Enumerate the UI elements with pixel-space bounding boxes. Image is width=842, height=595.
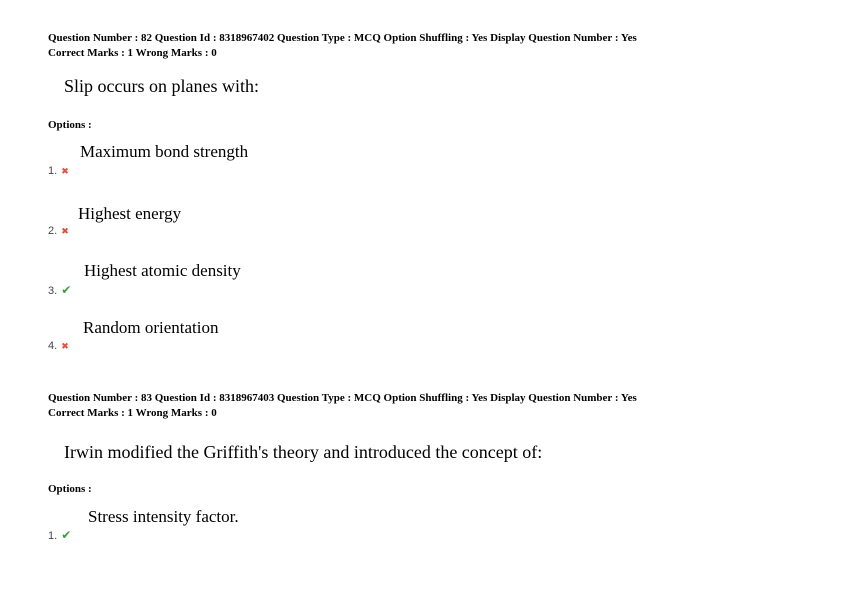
wrong-mark-icon: ✖ [61,166,69,176]
option-number: 3. [48,285,58,297]
option-3-number [48,284,71,297]
option-1-number [48,165,69,177]
question-meta-line: Question Number : 82 Question Id : 8318967402 Question Type : MCQ Option Shuffling : Yes Display Question Number : Yes [48,32,637,44]
question-82-meta [48,31,637,61]
option-4-number [48,340,69,352]
option-number: 2. [48,225,58,237]
marks-meta-line: Correct Marks : 1 Wrong Marks : 0 [48,407,217,419]
wrong-mark-icon: ✖ [61,341,69,351]
wrong-mark-icon: ✖ [61,226,69,236]
option-1-text: Maximum bond strength [80,142,249,161]
options-label: Options : [48,483,92,495]
question-83-meta [48,391,637,421]
correct-check-icon: ✔ [61,283,72,297]
question-83-text: Irwin modified the Griffith's theory and introduced the concept of: [64,442,543,462]
question-meta-line: Question Number : 83 Question Id : 8318967403 Question Type : MCQ Option Shuffling : Yes Display Question Number : Yes [48,392,637,404]
question-82-text: Slip occurs on planes with: [64,76,259,96]
option-number: 1. [48,165,58,177]
option-2-number [48,225,69,237]
options-label: Options : [48,119,92,131]
option-number: 4. [48,340,58,352]
option-1-number [48,529,71,542]
marks-meta-line: Correct Marks : 1 Wrong Marks : 0 [48,47,217,59]
option-3-text: Highest atomic density [84,261,241,280]
option-4-text: Random orientation [83,318,219,337]
correct-check-icon: ✔ [61,528,72,542]
option-number: 1. [48,530,58,542]
option-2-text: Highest energy [78,204,182,223]
option-1-text: Stress intensity factor. [88,507,239,526]
